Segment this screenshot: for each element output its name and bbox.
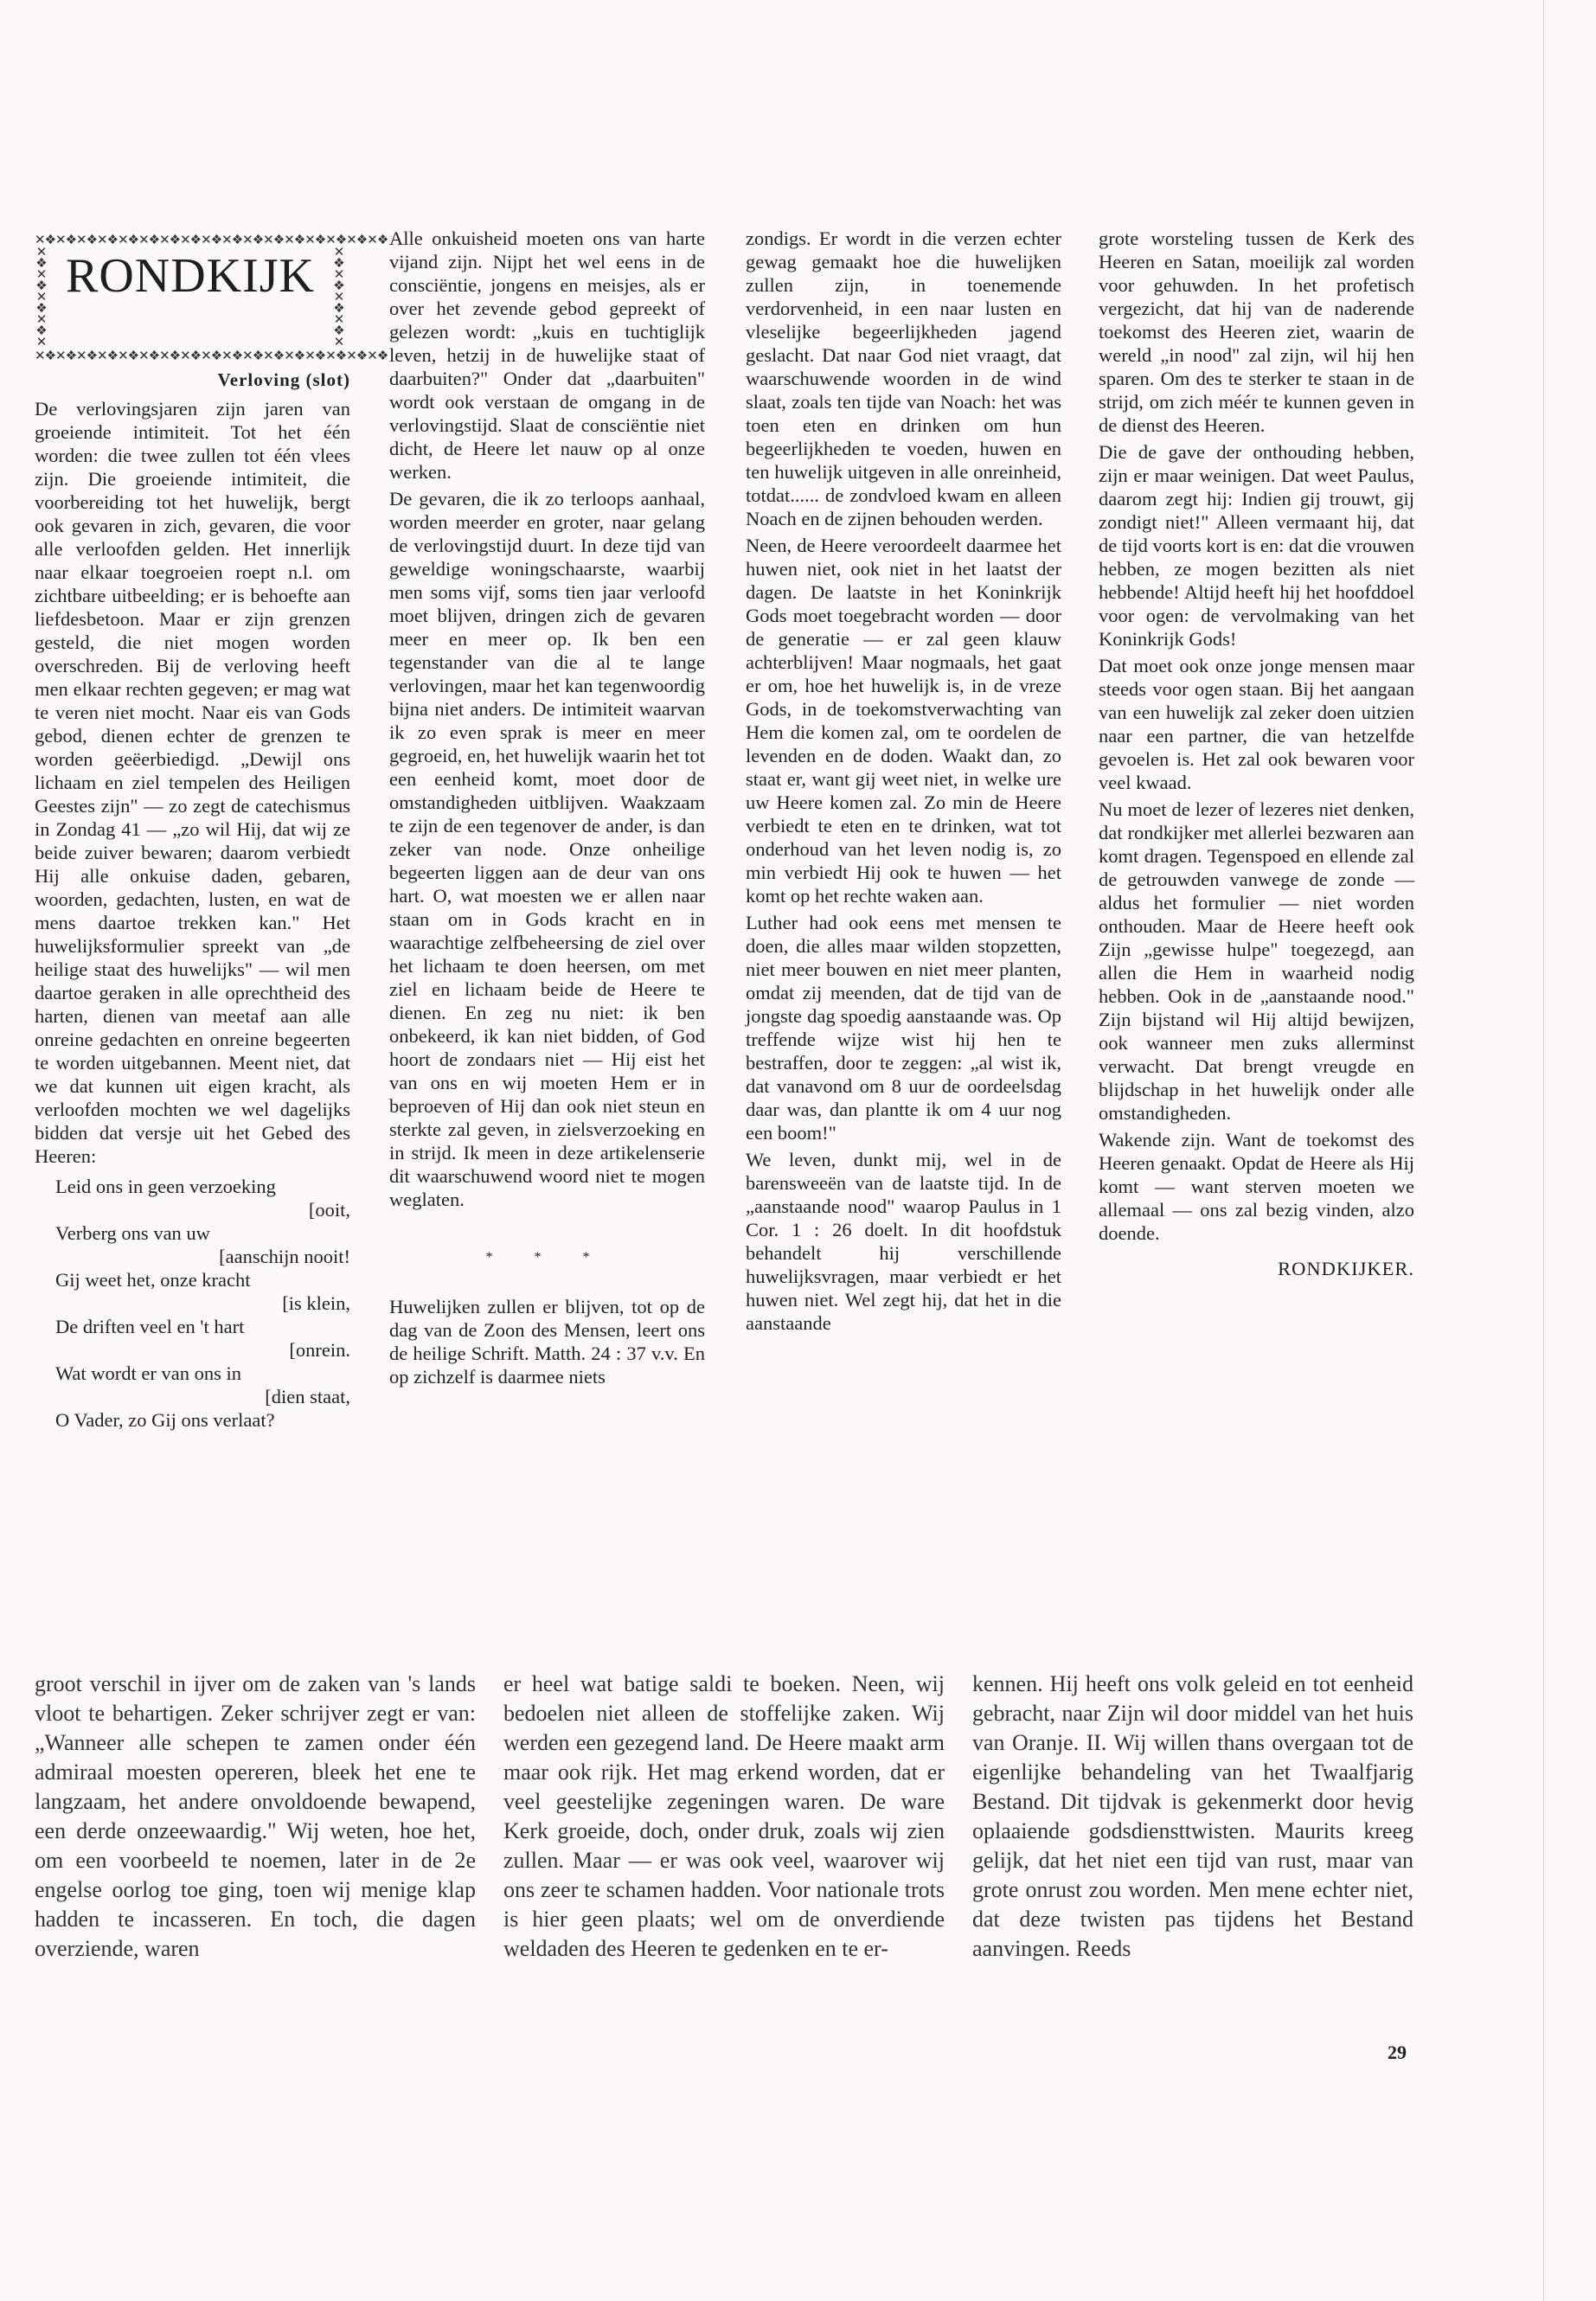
rondkijk-header	[35, 234, 388, 363]
ornament-border-right: ✕ ❖ ✕ ❖ ✕ ❖ ✕ ❖ ✕	[333, 246, 345, 349]
paragraph: De gevaren, die ik zo terloops aanhaal, worden meerder en groter, naar gelang de verlovingstijd duurt. In deze tijd van geweldige woningschaarste, waarbij men soms vijf, soms tien jaar verloofd moet blijven, dringen zich de gevaren meer en meer op. Ik ben een tegenstander van die al te lange verlovingen, maar het kan tegenwoordig bijna niet anders. De intimiteit waarvan ik zo even sprak is meer en meer gegroeid, en, het huwelijk waarin het tot een eenheid komt, moet door de omstandigheden uitblijven. Waakzaam te zijn de een tegenover de ander, is dan zeker van node. Onze onheilige begeerten liggen aan de deur van ons hart. O, wat moesten we er allen naar staan om in Gods kracht en in waarachtige zelfbeheersing de ziel over het lichaam te doen heersen, om met ziel en lichaam beide de Heere te dienen. En zeg nu niet: ik ben onbekeerd, ik kan niet bidden, of God hoort de zondaars niet — Hij eist het van ons en wij moeten Hem er in beproeven of Hij dan ook niet steun en sterkte zal geven, in zielsverzoeking en in strijd. Ik meen in deze artikelenserie dit waarschuwend woord niet te mogen weglaten.	[389, 488, 705, 1210]
paragraph: Die de gave der onthouding hebben, zijn er maar weinigen. Dat weet Paulus, daarom zegt hij: Indien gij trouwt, gij zondigt niet!" Alleen vermaant hij, dat de tijd voorts kort is en: dat die vrouwen hebben, ze mogen bezitten als niet hebbende! Altijd heeft hij het hoofddoel voor ogen: de vervolmaking van het Koninkrijk Gods!	[1099, 441, 1414, 650]
ornament-border-top: ✕❖✕❖✕❖✕❖✕❖✕❖✕❖✕❖✕❖✕❖✕❖✕❖✕❖✕❖✕❖✕❖✕❖	[35, 234, 388, 247]
paragraph: grote worsteling tussen de Kerk des Heeren en Satan, moeilijk zal worden voor gehuwden. In het profetisch vergezicht, dat hij van de naderende toekomst des Heeren ziet, waarin de wereld „in nood" zal zijn, wil hij hen sparen. Om des te sterker te staan in de strijd, om zich méér te kunnen geven in de dienst des Heeren.	[1099, 228, 1414, 436]
paragraph: er heel wat batige saldi te boeken. Neen, wij bedoelen niet alleen de stoffelijke zaken. Wij werden een gezegend land. De Heere maakt arm maar ook rijk. Het mag erkend worden, dat er veel geestelijke zegeningen waren. De ware Kerk groeide, doch, onder druk, zoals wij zien zullen. Maar — er was ook veel, waarover wij ons zeer te schamen hadden. Voor nationale trots is hier geen plaats; wel om de onverdiende weldaden des Heeren te gedenken en te er-	[503, 1671, 945, 1961]
article-column-1	[35, 234, 388, 1437]
poem-line: Leid ons in geen verzoeking	[55, 1176, 276, 1197]
poem-line: Verberg ons van uw	[55, 1222, 210, 1244]
poem	[35, 1175, 350, 1432]
poem-line: Wat wordt er van ons in	[55, 1362, 242, 1384]
article-column-4	[1099, 227, 1414, 1280]
ornament-border-bottom: ✕❖✕❖✕❖✕❖✕❖✕❖✕❖✕❖✕❖✕❖✕❖✕❖✕❖✕❖✕❖✕❖✕❖	[35, 349, 388, 363]
paragraph: groot verschil in ijver om de zaken van 's lands vloot te behartigen. Zeker schrijver zegt er van: „Wanneer alle schepen te zamen onder één admiraal moesten opereren, bleek het ene te langzaam, het andere onvoldoende bewapend, een derde onzeewaardig." Wij weten, hoe het, om een voorbeeld te noemen, later in de 2e engelse oorlog toe ging, toen wij menige klap hadden te incasseren. En toch, die dagen overziende, waren	[35, 1671, 476, 1961]
poem-line: Gij weet het, onze kracht	[55, 1269, 251, 1291]
paragraph: Alle onkuisheid moeten ons van harte vijand zijn. Nijpt het wel eens in de consciëntie, jongens en meisjes, als er over het zevende gebod gepreekt of gelezen wordt: „kuis en tuchtiglijk leven, hetzij in de huwelijke staat of daarbuiten?" Onder dat „daarbuiten" wordt ook verstaan de omgang in de verlovingstijd. Slaat de consciëntie niet dicht, de Heere let nauw op al onze werken.	[389, 228, 705, 483]
poem-line-cont: [onrein.	[289, 1339, 350, 1361]
poem-line: De driften veel en 't hart	[55, 1316, 245, 1337]
fold-line	[1543, 0, 1544, 2301]
paragraph: Wakende zijn. Want de toekomst des Heeren genaakt. Opdat de Heere als Hij komt — want sterven moeten we allemaal — ons zal bezig vinden, alzo doende.	[1099, 1129, 1414, 1244]
paragraph: De verlovingsjaren zijn jaren van groeiende intimiteit. Tot het één worden: die twee zullen tot één vlees zijn. Die groeiende intimiteit, die voorbereiding tot het huwelijk, bergt ook gevaren in zich, gevaren, die voor alle verloofden gelden. Het innerlijk naar elkaar toegroeien roept n.l. om zichtbare uitbeelding; er is behoefte aan liefdesbetoon. Maar er zijn grenzen gesteld, die niet mogen worden overschreden. Bij de verloving heeft men elkaar rechten gegeven; er mag wat te veren niet mocht. Naar eis van Gods gebod, dienen echter de grenzen te worden geëerbiedigd. „Dewijl ons lichaam en ziel tempelen des Heiligen Geestes zijn" — zo zegt de catechismus in Zondag 41 — „zo wil Hij, dat wij ze beide zuiver bewaren; daarom verbiedt Hij alle onkuise daden, gebaren, woorden, gedachten, lusten, en wat de mens daartoe trekken kan." Het huwelijksformulier spreekt van „de heilige staat des huwelijks" — wil men daartoe geraken in alle oprechtheid des harten, dienen van meetaf aan alle onreine gedachten en onreine begeerten te worden uitgebannen. Meent niet, dat we dat kunnen uit eigen kracht, als verloofden mochten we wel dagelijks bidden dat versje uit het Gebed des Heeren:	[35, 398, 350, 1167]
article-subtitle: Verloving (slot)	[217, 369, 350, 390]
article-signature: RONDKIJKER.	[1278, 1258, 1414, 1279]
paragraph: We leven, dunkt mij, wel in de barensweeën van de laatste tijd. In de „aanstaande nood" waarop Paulus in 1 Cor. 1 : 26 doelt. In dit hoofdstuk behandelt hij verschillende huwelijksvragen, maar verbiedt er het huwen niet. Wel zegt hij, dat het in die aanstaande	[746, 1149, 1061, 1334]
article-title: RONDKIJK	[66, 249, 315, 303]
poem-line-cont: [aanschijn nooit!	[219, 1246, 350, 1267]
paragraph: Luther had ook eens met mensen te doen, die alles maar wilden stopzetten, niet meer bouwen en niet meer planten, omdat zij meenden, dat de tijd van de jongste dag spoedig aanstaande was. Op treffende wijze wist hij hen te bestraffen, door te zeggen: „al wist ik, dat vanavond om 8 uur de oordeelsdag daar was, dan plantte ik om 4 uur nog een boom!"	[746, 912, 1061, 1144]
page-number: 29	[1388, 2041, 1407, 2063]
paragraph: Neen, de Heere veroordeelt daarmee het huwen niet, ook niet in het laatst der dagen. De laatste in het Koninkrijk Gods moet toegebracht worden — door de generatie — er zal geen klauw achterblijven! Maar nogmaals, het gaat er om, hoe het huwelijk is, in de vreze Gods, in de toekomstverwachting van Hem die komen zal, om te oordelen de levenden en de doden. Waakt dan, zo staat er, want gij weet niet, in welke ure uw Heere komen zal. Zo min de Heere verbiedt te eten en te drinken, wat tot onderhoud van het leven nodig is, zo min verbiedt Hij ook te huwen — het komt op het rechte waken aan.	[746, 535, 1061, 907]
paragraph: Huwelijken zullen er blijven, tot op de dag van de Zoon des Mensen, leert ons de heilige Schrift. Matth. 24 : 37 v.v. En op zichzelf is daarmee niets	[389, 1296, 705, 1388]
bottom-column-2	[503, 1670, 945, 1964]
paragraph: kennen. Hij heeft ons volk geleid en tot eenheid gebracht, naar Zijn wil door middel van het huis van Oranje. II. Wij willen thans overgaan tot de eigenlijke behandeling van het Twaalfjarig Bestand. Dit tijdvak is gekenmerkt door hevig oplaaiende godsdiensttwisten. Maurits kreeg gelijk, dat het niet een tijd van rust, maar van grote onrust zou worden. Men mene echter niet, dat deze twisten pas tijdens het Bestand aanvingen. Reeds	[972, 1671, 1413, 1961]
article-column-2	[389, 227, 705, 1392]
poem-line-cont: [dien staat,	[265, 1386, 350, 1407]
article-column-3	[746, 227, 1061, 1338]
poem-line-cont: [ooit,	[308, 1199, 350, 1221]
bottom-column-3	[972, 1670, 1413, 1964]
poem-line: O Vader, zo Gij ons verlaat?	[55, 1409, 275, 1431]
poem-line-cont: [is klein,	[282, 1292, 350, 1314]
paragraph: Nu moet de lezer of lezeres niet denken, dat rondkijker met allerlei bezwaren aan komt dragen. Tegenspoed en ellende zal de getrouwden vanwege de zonde — aldus het formulier — niet worden onthouden. Maar de Heere heeft ook Zijn „gewisse hulpe" toegezegd, aan allen die Hem in waarheid nodig hebben. Ook in de „aanstaande nood." Zijn bijstand wil Hij altijd bewijzen, ook wanneer men zuks allerminst verwacht. Dat brengt vreugde en blijdschap in het huwelijk onder alle omstandigheden.	[1099, 798, 1414, 1124]
paragraph: Dat moet ook onze jonge mensen maar steeds voor ogen staan. Bij het aangaan van een huwelijk zal zeker doen uitzien naar een partner, die van hetzelfde gevoelen is. Het zal ook bewaren voor veel kwaad.	[1099, 655, 1414, 793]
paragraph: zondigs. Er wordt in die verzen echter gewag gemaakt hoe die huwelijken zullen zijn, in toenemende verdorvenheid, in een naar lusten en vleselijke begeerlijkheden jagend geslacht. Dat naar God niet vraagt, dat waarschuwende woorden in de wind slaat, zoals ten tijde van Noach: het was toen eten en drinken om hun begeerlijkheden te voeden, huwen en ten huwelijk uitgeven in alle onreinheid, totdat...... de zondvloed kwam en alleen Noach en de zijnen behouden werden.	[746, 228, 1061, 529]
ornament-border-left: ✕ ❖ ✕ ❖ ✕ ❖ ✕ ❖ ✕	[35, 246, 48, 349]
bottom-column-1	[35, 1670, 476, 1964]
section-separator: * * *	[485, 1250, 609, 1265]
